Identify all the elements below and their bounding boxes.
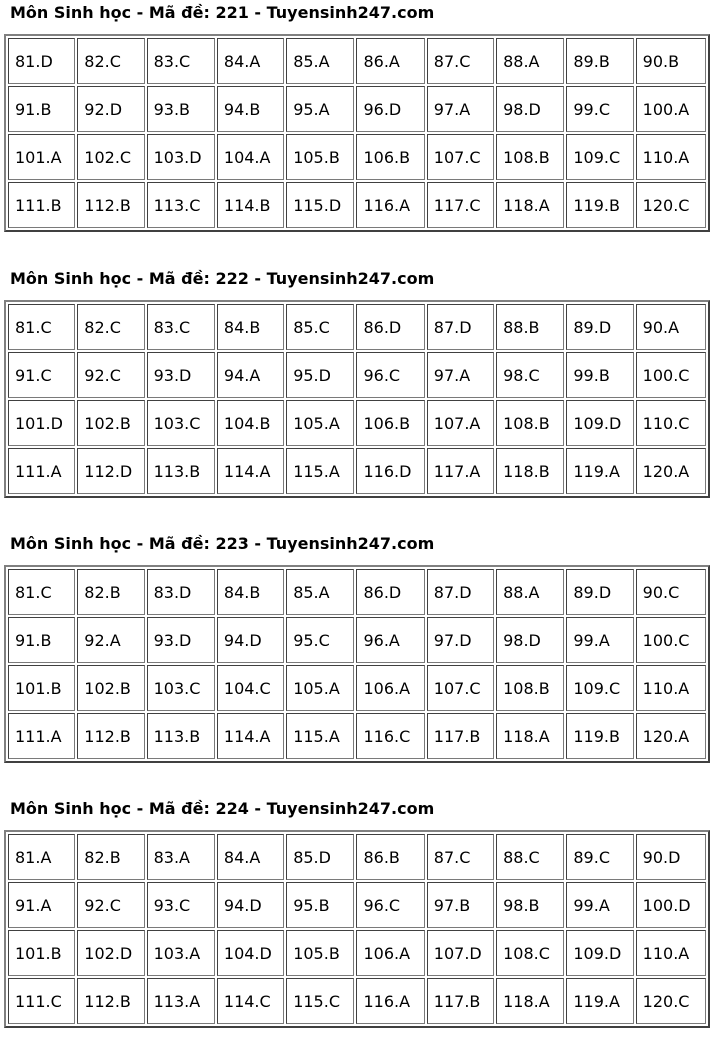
answer-cell: 94.D xyxy=(217,882,284,928)
answer-cell: 97.A xyxy=(427,86,494,132)
answer-cell: 84.B xyxy=(217,569,284,615)
table-row xyxy=(8,930,706,976)
answer-cell: 110.C xyxy=(636,400,706,446)
answer-cell: 86.B xyxy=(356,834,424,880)
answer-cell: 97.B xyxy=(427,882,494,928)
answer-cell: 92.C xyxy=(77,352,144,398)
answer-cell: 120.A xyxy=(636,713,706,759)
table-row xyxy=(8,304,706,350)
answer-key-title: Môn Sinh học - Mã đề: 222 - Tuyensinh247.com xyxy=(10,269,435,288)
answer-cell: 115.C xyxy=(286,978,354,1024)
answer-cell: 119.A xyxy=(566,448,633,494)
answer-cell: 110.A xyxy=(636,134,706,180)
answer-cell: 111.A xyxy=(8,448,75,494)
answer-cell: 91.B xyxy=(8,617,75,663)
answer-cell: 108.B xyxy=(496,665,564,711)
answer-cell: 105.A xyxy=(286,665,354,711)
answer-cell: 113.B xyxy=(147,448,215,494)
answer-cell: 118.A xyxy=(496,713,564,759)
answer-cell: 104.A xyxy=(217,134,284,180)
answer-table xyxy=(4,565,710,763)
answer-cell: 103.C xyxy=(147,400,215,446)
answer-cell: 103.D xyxy=(147,134,215,180)
answer-cell: 106.A xyxy=(356,930,424,976)
answer-cell: 105.B xyxy=(286,134,354,180)
answer-cell: 117.B xyxy=(427,978,494,1024)
answer-cell: 109.D xyxy=(566,400,633,446)
answer-cell: 106.A xyxy=(356,665,424,711)
answer-cell: 88.A xyxy=(496,38,564,84)
answer-cell: 113.A xyxy=(147,978,215,1024)
answer-cell: 96.C xyxy=(356,882,424,928)
answer-cell: 102.D xyxy=(77,930,144,976)
answer-cell: 91.A xyxy=(8,882,75,928)
answer-cell: 118.B xyxy=(496,448,564,494)
answer-cell: 108.C xyxy=(496,930,564,976)
answer-cell: 99.B xyxy=(566,352,633,398)
answer-cell: 98.C xyxy=(496,352,564,398)
answer-cell: 83.C xyxy=(147,304,215,350)
answer-cell: 81.A xyxy=(8,834,75,880)
answer-cell: 89.D xyxy=(566,304,633,350)
answer-cell: 111.A xyxy=(8,713,75,759)
answer-cell: 96.C xyxy=(356,352,424,398)
answer-cell: 94.A xyxy=(217,352,284,398)
answer-cell: 100.C xyxy=(636,352,706,398)
answer-cell: 119.B xyxy=(566,182,633,228)
answer-key-title: Môn Sinh học - Mã đề: 221 - Tuyensinh247.com xyxy=(10,3,435,22)
answer-cell: 103.C xyxy=(147,665,215,711)
answer-cell: 89.B xyxy=(566,38,633,84)
answer-cell: 116.A xyxy=(356,978,424,1024)
answer-cell: 118.A xyxy=(496,978,564,1024)
answer-cell: 85.C xyxy=(286,304,354,350)
answer-cell: 83.C xyxy=(147,38,215,84)
answer-cell: 116.A xyxy=(356,182,424,228)
answer-cell: 101.B xyxy=(8,930,75,976)
answer-cell: 104.D xyxy=(217,930,284,976)
table-row xyxy=(8,713,706,759)
table-row xyxy=(8,665,706,711)
answer-cell: 92.D xyxy=(77,86,144,132)
answer-cell: 119.A xyxy=(566,978,633,1024)
answer-cell: 91.C xyxy=(8,352,75,398)
answer-cell: 88.C xyxy=(496,834,564,880)
table-row xyxy=(8,400,706,446)
answer-cell: 119.B xyxy=(566,713,633,759)
answer-cell: 85.A xyxy=(286,569,354,615)
answer-cell: 93.D xyxy=(147,617,215,663)
answer-cell: 84.A xyxy=(217,38,284,84)
answer-cell: 95.B xyxy=(286,882,354,928)
answer-cell: 88.A xyxy=(496,569,564,615)
answer-cell: 120.C xyxy=(636,182,706,228)
answer-cell: 93.C xyxy=(147,882,215,928)
answer-cell: 87.D xyxy=(427,569,494,615)
answer-cell: 99.A xyxy=(566,617,633,663)
answer-cell: 89.C xyxy=(566,834,633,880)
answer-cell: 82.B xyxy=(77,834,144,880)
answer-cell: 104.B xyxy=(217,400,284,446)
answer-cell: 86.A xyxy=(356,38,424,84)
answer-cell: 82.B xyxy=(77,569,144,615)
table-row xyxy=(8,448,706,494)
answer-cell: 107.D xyxy=(427,930,494,976)
answer-cell: 90.B xyxy=(636,38,706,84)
answer-cell: 83.D xyxy=(147,569,215,615)
table-row xyxy=(8,352,706,398)
answer-cell: 116.D xyxy=(356,448,424,494)
answer-cell: 90.A xyxy=(636,304,706,350)
answer-cell: 108.B xyxy=(496,400,564,446)
answer-cell: 86.D xyxy=(356,304,424,350)
answer-cell: 91.B xyxy=(8,86,75,132)
answer-table xyxy=(4,830,710,1028)
table-row xyxy=(8,978,706,1024)
answer-cell: 98.B xyxy=(496,882,564,928)
answer-cell: 105.A xyxy=(286,400,354,446)
answer-cell: 118.A xyxy=(496,182,564,228)
answer-cell: 82.C xyxy=(77,304,144,350)
answer-cell: 94.D xyxy=(217,617,284,663)
answer-cell: 115.D xyxy=(286,182,354,228)
table-row xyxy=(8,38,706,84)
answer-cell: 100.D xyxy=(636,882,706,928)
answer-cell: 103.A xyxy=(147,930,215,976)
answer-cell: 90.D xyxy=(636,834,706,880)
answer-cell: 104.C xyxy=(217,665,284,711)
answer-cell: 87.D xyxy=(427,304,494,350)
answer-key-title: Môn Sinh học - Mã đề: 223 - Tuyensinh247.com xyxy=(10,534,435,553)
answer-cell: 97.D xyxy=(427,617,494,663)
answer-cell: 106.B xyxy=(356,400,424,446)
answer-cell: 95.C xyxy=(286,617,354,663)
table-row xyxy=(8,617,706,663)
answer-cell: 89.D xyxy=(566,569,633,615)
answer-cell: 117.A xyxy=(427,448,494,494)
answer-cell: 92.A xyxy=(77,617,144,663)
answer-cell: 102.B xyxy=(77,400,144,446)
answer-cell: 97.A xyxy=(427,352,494,398)
answer-cell: 88.B xyxy=(496,304,564,350)
answer-cell: 93.B xyxy=(147,86,215,132)
answer-cell: 86.D xyxy=(356,569,424,615)
answer-cell: 111.B xyxy=(8,182,75,228)
answer-cell: 116.C xyxy=(356,713,424,759)
answer-cell: 85.D xyxy=(286,834,354,880)
answer-cell: 87.C xyxy=(427,834,494,880)
answer-cell: 111.C xyxy=(8,978,75,1024)
answer-cell: 81.D xyxy=(8,38,75,84)
answer-key-title: Môn Sinh học - Mã đề: 224 - Tuyensinh247.com xyxy=(10,799,435,818)
answer-cell: 102.C xyxy=(77,134,144,180)
answer-cell: 101.B xyxy=(8,665,75,711)
answer-cell: 84.A xyxy=(217,834,284,880)
answer-cell: 120.A xyxy=(636,448,706,494)
answer-cell: 115.A xyxy=(286,713,354,759)
answer-cell: 105.B xyxy=(286,930,354,976)
answer-cell: 87.C xyxy=(427,38,494,84)
answer-cell: 98.D xyxy=(496,617,564,663)
answer-cell: 110.A xyxy=(636,665,706,711)
answer-cell: 95.A xyxy=(286,86,354,132)
answer-cell: 101.A xyxy=(8,134,75,180)
answer-table xyxy=(4,300,710,498)
answer-cell: 84.B xyxy=(217,304,284,350)
answer-cell: 114.A xyxy=(217,448,284,494)
answer-cell: 96.A xyxy=(356,617,424,663)
answer-cell: 115.A xyxy=(286,448,354,494)
answer-cell: 94.B xyxy=(217,86,284,132)
answer-cell: 82.C xyxy=(77,38,144,84)
answer-cell: 99.C xyxy=(566,86,633,132)
answer-cell: 113.B xyxy=(147,713,215,759)
answer-cell: 110.A xyxy=(636,930,706,976)
answer-cell: 81.C xyxy=(8,304,75,350)
answer-cell: 117.C xyxy=(427,182,494,228)
answer-cell: 114.A xyxy=(217,713,284,759)
table-row xyxy=(8,834,706,880)
answer-cell: 99.A xyxy=(566,882,633,928)
answer-cell: 93.D xyxy=(147,352,215,398)
answer-cell: 112.B xyxy=(77,713,144,759)
answer-cell: 95.D xyxy=(286,352,354,398)
table-row xyxy=(8,86,706,132)
table-row xyxy=(8,134,706,180)
answer-cell: 100.C xyxy=(636,617,706,663)
answer-cell: 102.B xyxy=(77,665,144,711)
table-row xyxy=(8,182,706,228)
answer-cell: 83.A xyxy=(147,834,215,880)
answer-cell: 96.D xyxy=(356,86,424,132)
answer-cell: 107.A xyxy=(427,400,494,446)
answer-cell: 112.B xyxy=(77,978,144,1024)
answer-cell: 114.B xyxy=(217,182,284,228)
answer-cell: 109.C xyxy=(566,665,633,711)
answer-cell: 107.C xyxy=(427,665,494,711)
answer-cell: 108.B xyxy=(496,134,564,180)
answer-cell: 112.D xyxy=(77,448,144,494)
answer-cell: 117.B xyxy=(427,713,494,759)
answer-cell: 120.C xyxy=(636,978,706,1024)
answer-cell: 107.C xyxy=(427,134,494,180)
answer-cell: 109.D xyxy=(566,930,633,976)
answer-cell: 112.B xyxy=(77,182,144,228)
answer-cell: 109.C xyxy=(566,134,633,180)
answer-cell: 106.B xyxy=(356,134,424,180)
answer-cell: 92.C xyxy=(77,882,144,928)
answer-cell: 90.C xyxy=(636,569,706,615)
answer-cell: 85.A xyxy=(286,38,354,84)
answer-cell: 101.D xyxy=(8,400,75,446)
answer-table xyxy=(4,34,710,232)
answer-cell: 100.A xyxy=(636,86,706,132)
table-row xyxy=(8,569,706,615)
answer-cell: 114.C xyxy=(217,978,284,1024)
answer-cell: 81.C xyxy=(8,569,75,615)
table-row xyxy=(8,882,706,928)
answer-cell: 98.D xyxy=(496,86,564,132)
answer-cell: 113.C xyxy=(147,182,215,228)
